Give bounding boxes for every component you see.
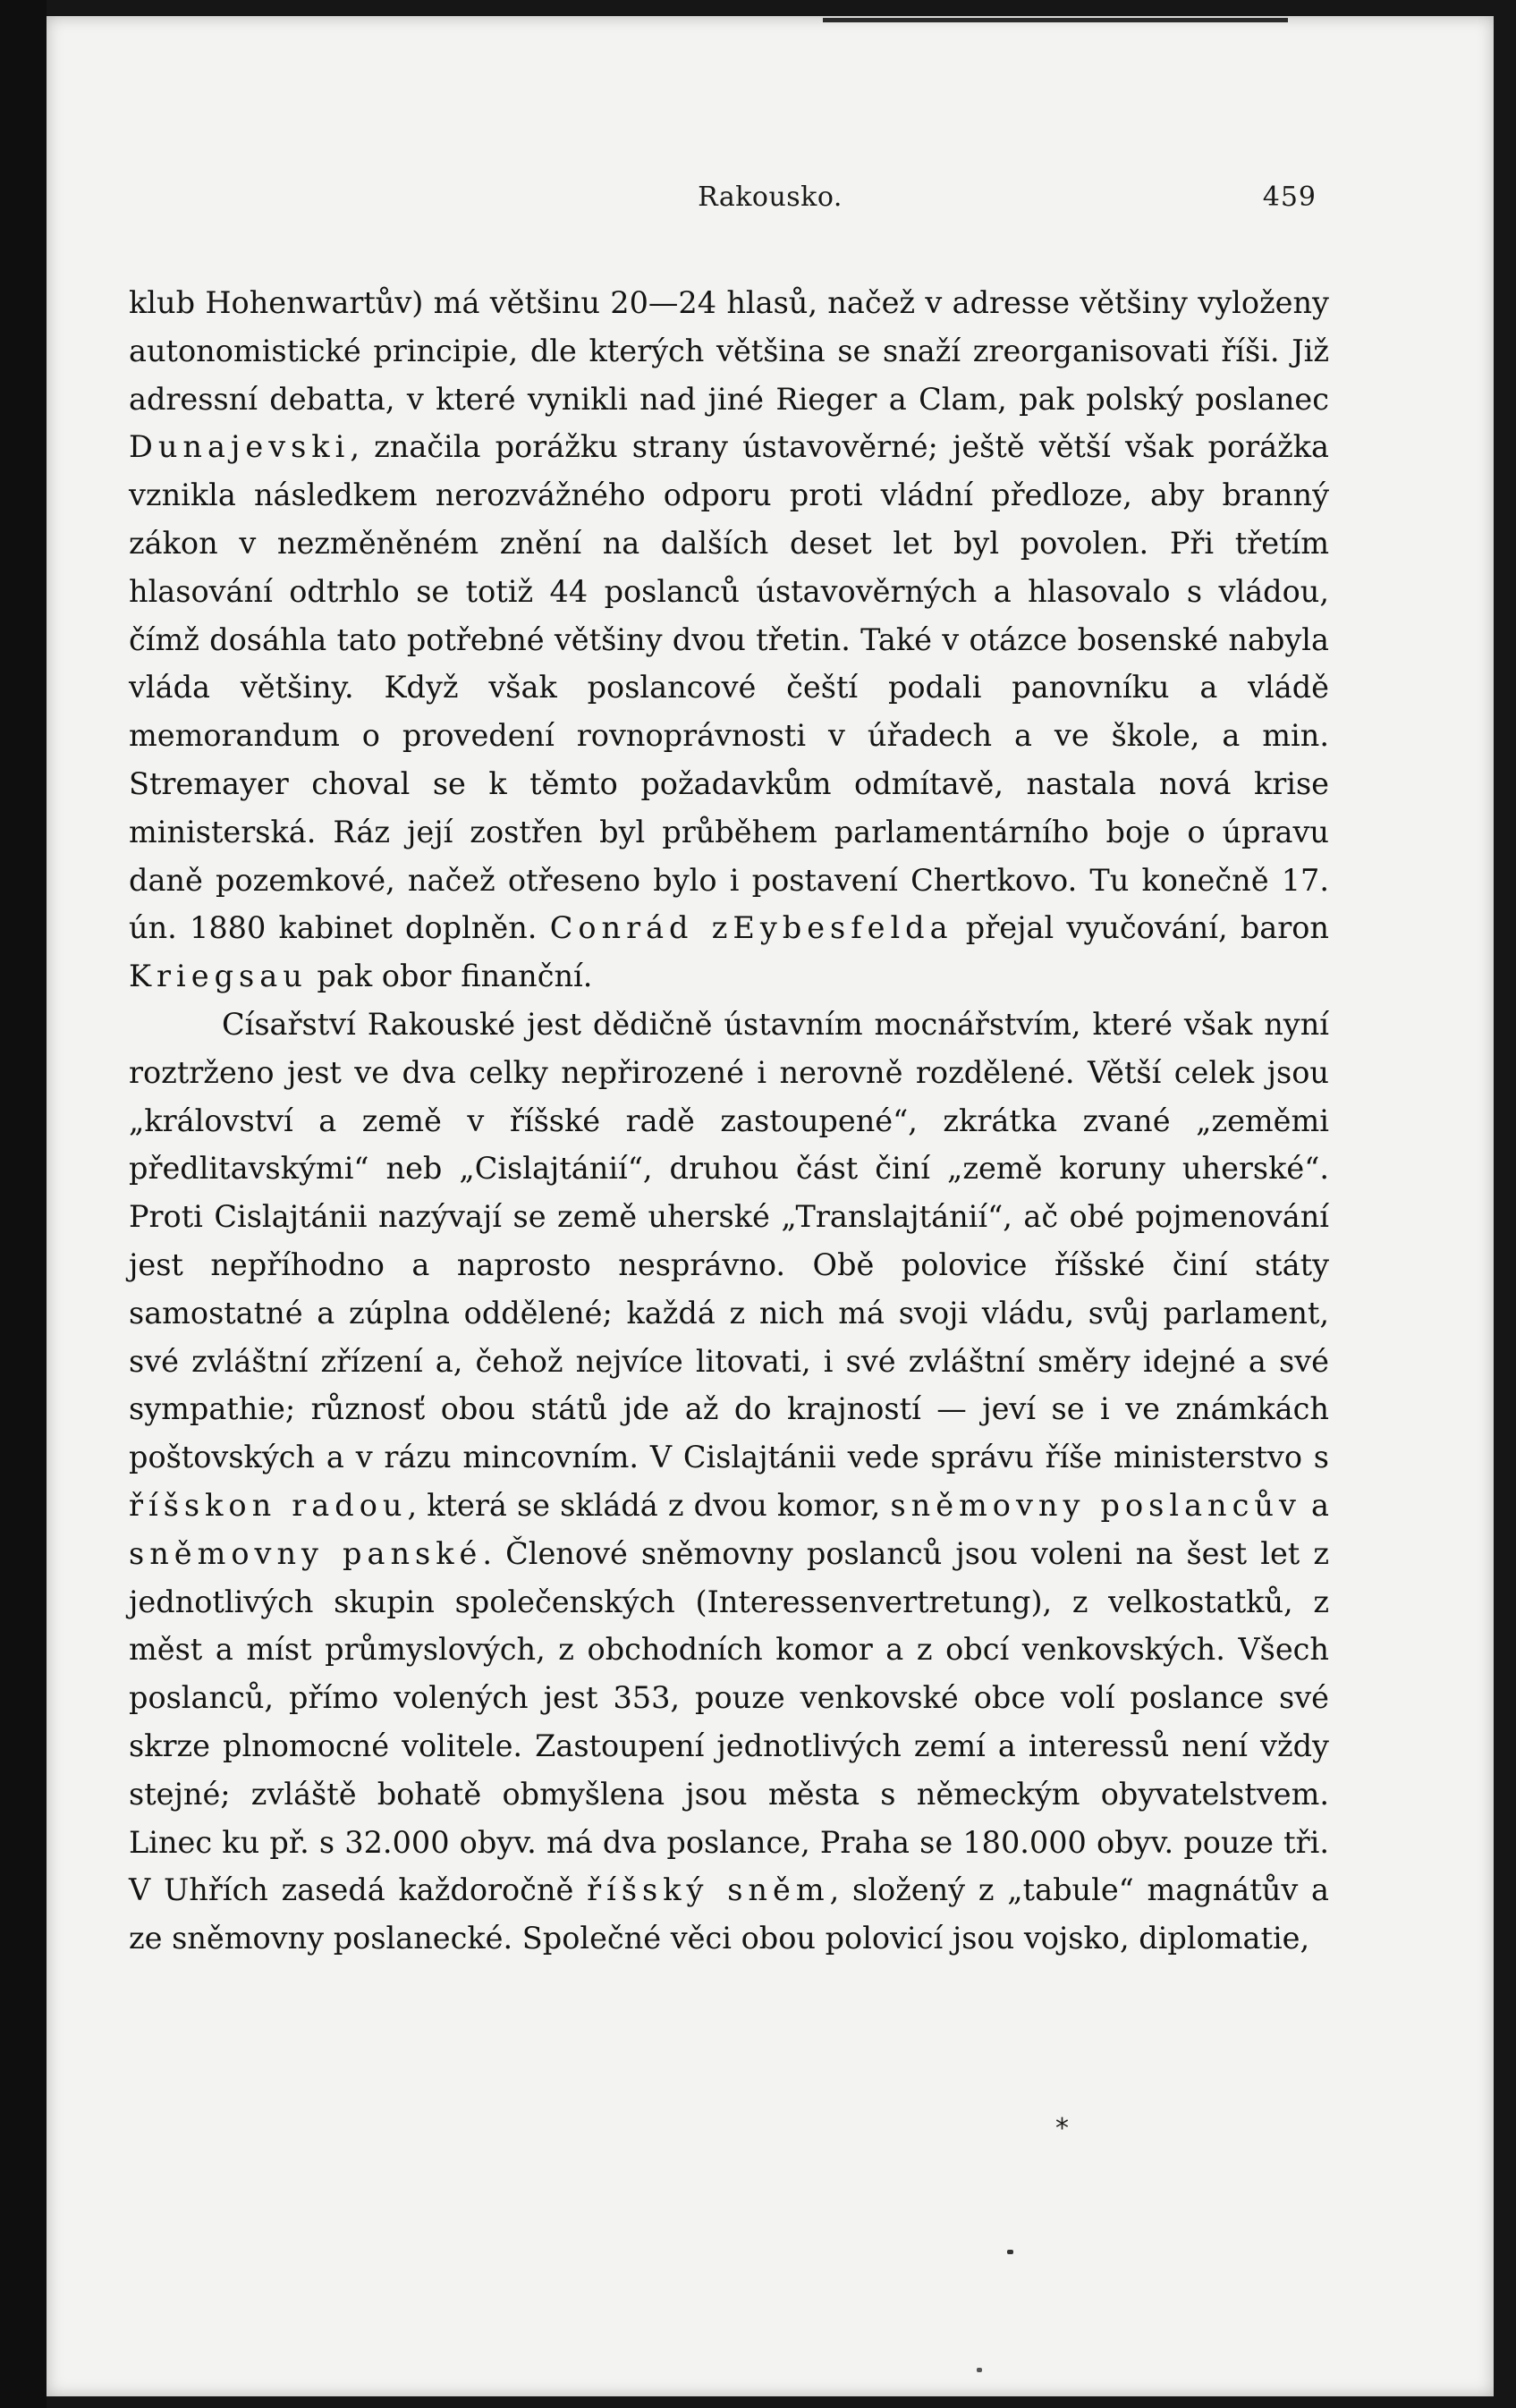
paragraph-2 [129,1001,1329,1963]
emphasized-term: sněmovny panské [129,1535,483,1571]
top-edge-shadow [823,18,1288,22]
page-number: 459 [1262,182,1317,213]
text-run: , značila porážku strany ústavověrné; ještě větší však porážka vznikla následkem nerozvážného odporu proti vládní předloze, aby branný zákon v nezměněném znění na dalších deset let byl povolen. Při třetím hlasování odtrhlo se totiž 44 poslanců ústavověrných a hlasovalo s vládou, čímž dosáhla tato potřebné většiny dvou třetin. Také v otázce bosenské nabyla vláda většiny. Když však poslancové čeští podali panovníku a vládě memorandum o provedení rovnoprávnosti v úřadech a ve škole, a min. Stremayer choval se k těmto požadavkům odmítavě, nastala nová krise ministerská. Ráz její zostřen byl průběhem parlamentárního boje o úpravu daně pozemkové, načež otřeseno bylo i postavení Chertkovo. Tu konečně 17. ún. 1880 kabinet doplněn. [129,429,1329,946]
scan-margin-left [0,0,47,2408]
ink-speck [977,2368,982,2372]
text-run: Císařství Rakouské jest dědičně ústavním mocnářstvím, které však nyní roztrženo jest ve dva celky nepřirozené i nerovně rozdělené. Větší celek jsou „království a země v říšské radě zastoupené“, zkrátka zvané „zeměmi předlitavskými“ neb „Cislajtánií“, druhou část činí „země koruny uherské“. Proti Cislajtánii nazývají se země uherské „Translajtánií“, ač obé pojmenování jest nepříhodno a naprosto nesprávno. Obě polovice říšské činí státy samostatné a zúplna oddělené; každá z nich má svoji vládu, svůj parlament, své zvláštní zřízení a, čehož nejvíce litovati, i své zvláštní směry idejné a své sympathie; různosť obou států jde až do krajností — jeví se i ve známkách poštovských a v rázu mincovním. V Cislajtánii vede správu říše ministerstvo s [129,1006,1329,1475]
book-page [47,16,1494,2396]
running-title: Rakousko. [698,182,843,213]
emphasized-term: sněmovny poslancův [890,1487,1301,1523]
asterisk-mark: * [1055,2113,1069,2144]
running-head [47,182,1494,235]
text-run: pak obor finanční. [307,959,593,994]
emphasized-name: Conrád zEybesfelda [549,910,953,946]
text-run: a [1300,1487,1330,1523]
emphasized-term: říšský sněm [587,1872,830,1908]
emphasized-name: Dunajevski [129,429,351,465]
text-run: , složený z „tabule“ magnátův a ze sněmovny poslanecké. Společné věci obou polovicí jsou vojsko, diplomatie, [129,1872,1329,1956]
body-text [129,279,1329,1963]
emphasized-term: říšskon radou [129,1487,408,1523]
emphasized-name: Kriegsau [129,959,308,994]
text-run: . Členové sněmovny poslanců jsou voleni na šest let z jednotlivých skupin společenských (Interessenvertretung), z velkostatků, z měst a míst průmyslových, z obchodních komor a z obcí venkovských. Všech poslanců, přímo volených jest 353, pouze venkovské obce volí poslance své skrze plnomocné volitele. Zastoupení jednotlivých zemí a interessů není vždy stejné; zvláště bohatě obmyšlena jsou města s německým obyvatelstvem. Linec ku př. s 32.000 obyv. má dva poslance, Praha se 180.000 obyv. pouze tři. V Uhřích zasedá každoročně [129,1535,1329,1908]
text-run: klub Hohenwartův) má většinu 20—24 hlasů, načež v adresse většiny vyloženy autonomistické principie, dle kterých většina se snaží zreorganisovati říši. Již adressní debatta, v které vynikli nad jiné Rieger a Clam, pak polský poslanec [129,285,1329,417]
paragraph-1 [129,279,1329,1001]
ink-speck [1007,2250,1013,2254]
text-run: , která se skládá z dvou komor, [407,1487,891,1523]
text-run: přejal vyučování, baron [953,910,1330,946]
